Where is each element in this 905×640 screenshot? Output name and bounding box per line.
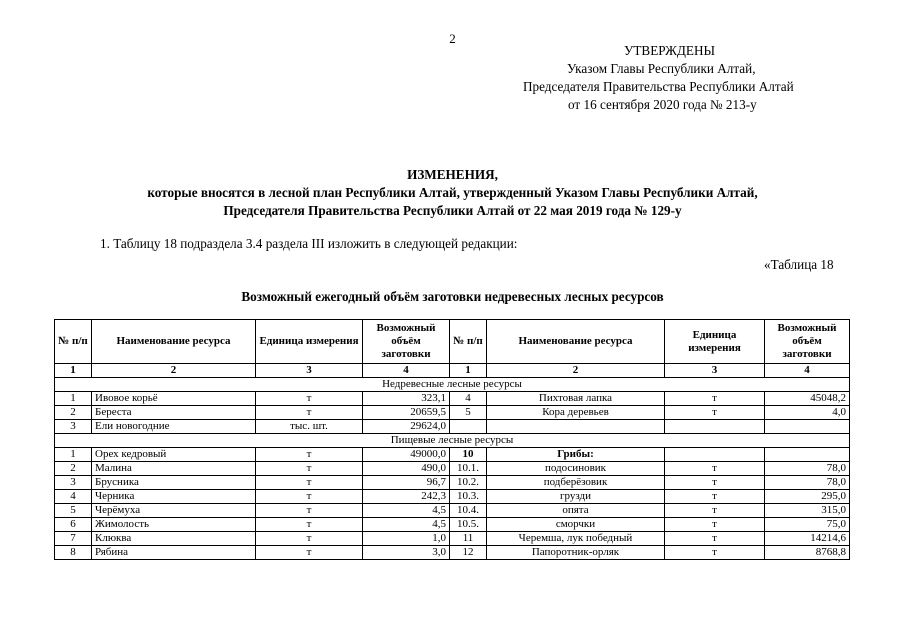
cell-unit-2: т	[665, 392, 765, 406]
cell-num-2: 10	[450, 448, 487, 462]
cell-name-2: Черемша, лук победный	[487, 532, 665, 546]
col-header-unit: Единица измерения	[256, 320, 363, 364]
cell-name-2: грузди	[487, 490, 665, 504]
cell-unit: тыс. шт.	[256, 420, 363, 434]
cell-num-2: 10.2.	[450, 476, 487, 490]
section-row-nonwood	[55, 378, 850, 392]
cell-num-2: 10.3.	[450, 490, 487, 504]
col-header-unit-2: Единица измерения	[665, 320, 765, 364]
cell-name-2: Папоротник-орляк	[487, 546, 665, 560]
cell-name: Береста	[92, 406, 256, 420]
cell-volume: 96,7	[363, 476, 450, 490]
cell-name: Малина	[92, 462, 256, 476]
cell-unit-2: т	[665, 504, 765, 518]
cell-num-2: 4	[450, 392, 487, 406]
cell-unit-2: т	[665, 490, 765, 504]
column-number: 2	[487, 364, 665, 378]
col-header-name-2: Наименование ресурса	[487, 320, 665, 364]
cell-volume: 1,0	[363, 532, 450, 546]
cell-volume-2: 78,0	[765, 476, 850, 490]
cell-num: 1	[55, 448, 92, 462]
cell-unit-2	[665, 448, 765, 462]
table-row	[55, 490, 850, 504]
cell-volume-2: 315,0	[765, 504, 850, 518]
cell-unit: т	[256, 546, 363, 560]
approval-line-2: Указом Главы Республики Алтай,	[567, 61, 756, 76]
cell-num-2: 5	[450, 406, 487, 420]
table-header-row	[55, 320, 850, 364]
cell-volume: 29624,0	[363, 420, 450, 434]
cell-num-2: 10.4.	[450, 504, 487, 518]
cell-name: Рябина	[92, 546, 256, 560]
cell-volume-2: 4,0	[765, 406, 850, 420]
cell-volume: 242,3	[363, 490, 450, 504]
cell-unit-2: т	[665, 518, 765, 532]
cell-num: 3	[55, 420, 92, 434]
document-title: ИЗМЕНЕНИЯ,	[407, 167, 498, 182]
table-title: Возможный ежегодный объём заготовки недревесных лесных ресурсов	[241, 289, 664, 304]
cell-num-2: 10.5.	[450, 518, 487, 532]
cell-num: 7	[55, 532, 92, 546]
table-row	[55, 406, 850, 420]
cell-name: Ели новогодние	[92, 420, 256, 434]
cell-num-2	[450, 420, 487, 434]
col-header-num: № п/п	[55, 320, 92, 364]
cell-unit-2: т	[665, 476, 765, 490]
cell-name: Ивовое корьё	[92, 392, 256, 406]
cell-num-2: 11	[450, 532, 487, 546]
approval-line-4: от 16 сентября 2020 года № 213-у	[568, 97, 757, 112]
cell-volume-2	[765, 420, 850, 434]
cell-volume-2: 75,0	[765, 518, 850, 532]
column-number: 1	[55, 364, 92, 378]
col-header-num-2: № п/п	[450, 320, 487, 364]
cell-name: Клюква	[92, 532, 256, 546]
cell-name-2: опята	[487, 504, 665, 518]
cell-num: 5	[55, 504, 92, 518]
table-row	[55, 420, 850, 434]
cell-unit: т	[256, 392, 363, 406]
cell-volume: 3,0	[363, 546, 450, 560]
resources-table	[54, 319, 850, 560]
approval-line-3: Председателя Правительства Республики Алтай	[523, 79, 794, 94]
col-header-volume-2: Возможный объём заготовки	[765, 320, 850, 364]
cell-unit-2	[665, 420, 765, 434]
cell-name-2: подберёзовик	[487, 476, 665, 490]
cell-name-2: Кора деревьев	[487, 406, 665, 420]
cell-unit-2: т	[665, 462, 765, 476]
column-number: 3	[256, 364, 363, 378]
cell-volume-2: 8768,8	[765, 546, 850, 560]
cell-num: 2	[55, 406, 92, 420]
cell-name-2: сморчки	[487, 518, 665, 532]
cell-unit-2: т	[665, 532, 765, 546]
col-header-volume: Возможный объём заготовки	[363, 320, 450, 364]
cell-unit-2: т	[665, 406, 765, 420]
column-number: 2	[92, 364, 256, 378]
section-heading: Недревесные лесные ресурсы	[55, 378, 850, 392]
cell-name: Жимолость	[92, 518, 256, 532]
cell-num: 3	[55, 476, 92, 490]
cell-num-2: 12	[450, 546, 487, 560]
section-2-rows	[55, 448, 850, 560]
document-subtitle-line-2: Председателя Правительства Республики Алтай от 22 мая 2019 года № 129-у	[223, 203, 682, 218]
cell-volume-2	[765, 448, 850, 462]
col-header-name: Наименование ресурса	[92, 320, 256, 364]
table-row	[55, 504, 850, 518]
approval-heading: УТВЕРЖДЕНЫ	[624, 43, 716, 58]
cell-volume: 490,0	[363, 462, 450, 476]
cell-volume-2: 295,0	[765, 490, 850, 504]
cell-num-2: 10.1.	[450, 462, 487, 476]
cell-volume: 4,5	[363, 518, 450, 532]
page-number: 2	[449, 31, 456, 46]
cell-name: Черёмуха	[92, 504, 256, 518]
cell-name: Брусника	[92, 476, 256, 490]
cell-unit: т	[256, 504, 363, 518]
cell-volume: 49000,0	[363, 448, 450, 462]
column-number: 1	[450, 364, 487, 378]
section-row-food	[55, 434, 850, 448]
cell-unit: т	[256, 462, 363, 476]
table-row	[55, 462, 850, 476]
table-row	[55, 532, 850, 546]
table-label: «Таблица 18	[764, 257, 834, 272]
cell-volume: 20659,5	[363, 406, 450, 420]
cell-volume-2: 45048,2	[765, 392, 850, 406]
cell-unit: т	[256, 448, 363, 462]
cell-unit: т	[256, 532, 363, 546]
column-number: 4	[363, 364, 450, 378]
column-number-row	[55, 364, 850, 378]
section-heading: Пищевые лесные ресурсы	[55, 434, 850, 448]
paragraph-1: 1. Таблицу 18 подраздела 3.4 раздела III изложить в следующей редакции:	[100, 236, 518, 251]
cell-volume: 4,5	[363, 504, 450, 518]
cell-num: 1	[55, 392, 92, 406]
cell-name-2: Пихтовая лапка	[487, 392, 665, 406]
table-row	[55, 476, 850, 490]
table-row	[55, 448, 850, 462]
section-1-rows	[55, 392, 850, 434]
cell-name: Черника	[92, 490, 256, 504]
cell-volume-2: 14214,6	[765, 532, 850, 546]
cell-name-2	[487, 420, 665, 434]
cell-name-2: Грибы:	[487, 448, 665, 462]
column-number: 3	[665, 364, 765, 378]
document-subtitle-line-1: которые вносятся в лесной план Республики Алтай, утвержденный Указом Главы Республики Алтай,	[147, 185, 758, 200]
cell-num: 8	[55, 546, 92, 560]
cell-unit: т	[256, 406, 363, 420]
cell-name-2: подосиновик	[487, 462, 665, 476]
cell-num: 6	[55, 518, 92, 532]
table-row	[55, 392, 850, 406]
cell-volume: 323,1	[363, 392, 450, 406]
table-row	[55, 518, 850, 532]
cell-num: 2	[55, 462, 92, 476]
cell-unit: т	[256, 476, 363, 490]
column-number: 4	[765, 364, 850, 378]
table-row	[55, 546, 850, 560]
cell-unit: т	[256, 518, 363, 532]
cell-volume-2: 78,0	[765, 462, 850, 476]
cell-name: Орех кедровый	[92, 448, 256, 462]
cell-num: 4	[55, 490, 92, 504]
cell-unit: т	[256, 490, 363, 504]
cell-unit-2: т	[665, 546, 765, 560]
